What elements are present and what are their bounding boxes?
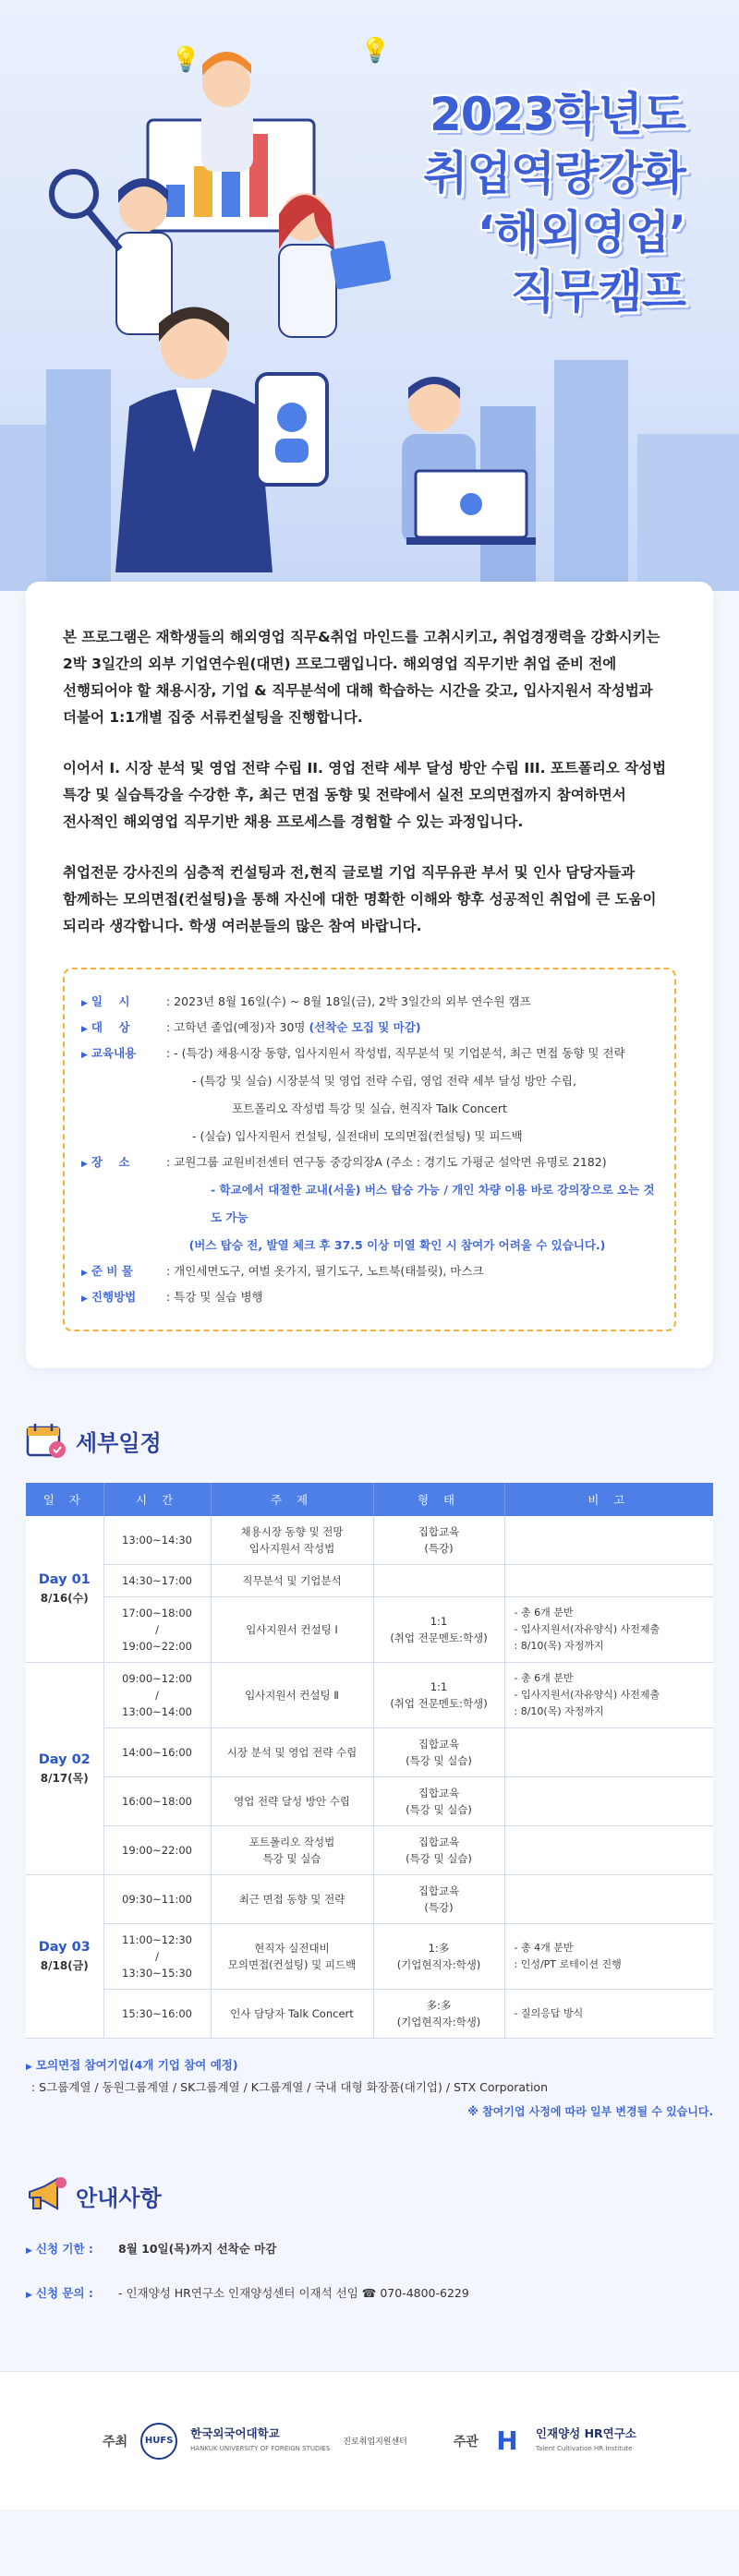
host-name-en: HANKUK UNIVERSITY OF FOREIGN STUDIES [190, 2444, 331, 2452]
note-cell: - 총 4개 분반 : 인성/PT 로테이션 진행 [504, 1924, 713, 1990]
organizer-name-block [536, 2426, 636, 2456]
info-row-target [81, 1016, 658, 1041]
table-row [26, 1663, 713, 1728]
notice-deadline [26, 2238, 713, 2262]
table-header: 시 간 [103, 1483, 211, 1516]
time-cell: 17:00~18:00 / 19:00~22:00 [103, 1597, 211, 1663]
hero-title [423, 85, 685, 321]
notice-label: 신청 문의 : [35, 2286, 93, 2300]
time-cell: 09:00~12:00 / 13:00~14:00 [103, 1663, 211, 1728]
table-row [26, 1875, 713, 1924]
host-group [103, 2423, 407, 2460]
info-value: : 교원그룹 교원비전센터 연구동 중강의장A (주소 : 경기도 가평군 설악면 유명로 2182) [166, 1155, 607, 1169]
info-value: : - (특강) 채용시장 동향, 입사지원서 작성법, 직무분석 및 기업분석, 최근 면접 동향 및 전략 [166, 1046, 625, 1060]
table-row [26, 1777, 713, 1826]
form-cell: 집합교육 (특강 및 실습) [373, 1826, 504, 1875]
note-cell [504, 1728, 713, 1777]
form-cell: 1:多 (기업현직자:학생) [373, 1924, 504, 1990]
note-cell [504, 1516, 713, 1565]
organizer-name-en: Talent Cultivation HR Institute [535, 2444, 633, 2452]
info-label: 준 비 물 [91, 1264, 133, 1278]
topic-cell: 직무분석 및 기업분석 [211, 1565, 373, 1597]
notice-value: - 인재양성 HR연구소 인재양성센터 이재석 선임 ☎ 070-4800-6229 [118, 2286, 469, 2300]
intro-text [63, 624, 676, 940]
topic-cell: 인사 담당자 Talk Concert [211, 1990, 373, 2039]
notice-label: 신청 기한 : [35, 2242, 93, 2256]
intro-paragraph: 본 프로그램은 재학생들의 해외영업 직무&취업 마인드를 고취시키고, 취업경쟁력을 강화시키는 2박 3일간의 외부 기업연수원(대면) 프로그램입니다. 해외영업 직무기반 취업 준비 전에 선행되어야 할 채용시장, 기업 & 직무분석에 대해 학습하는 시간을 갖고, 입사지원서 작성법과 더불어 1:1개별 집중 서류컨설팅을 진행합니다. [63, 629, 660, 726]
table-row [26, 1565, 713, 1597]
schedule-table [26, 1483, 713, 2039]
info-value: : 개인세면도구, 여벌 옷가지, 필기도구, 노트북(태블릿), 마스크 [166, 1264, 484, 1278]
intro-paragraph: 이어서 I. 시장 분석 및 영업 전략 수립 II. 영업 전략 세부 달성 방안 수립 III. 포트폴리오 작성법 특강 및 실습특강을 수강한 후, 최근 면접 동향 및 전략에서 실전 모의면접까지 참여하면서 전사적인 해외영업 직무기반 채용 프로세스를 경험할 수 있는 과정입니다. [63, 760, 667, 830]
bullet-icon: ▶ [26, 2246, 32, 2256]
table-header: 일 자 [26, 1483, 103, 1516]
hr-institute-logo: H [496, 2426, 518, 2456]
info-subline: - (특강 및 실습) 시장분석 및 영업 전략 수립, 영업 전략 세부 달성 방안 수립, [192, 1074, 576, 1088]
host-name-block [190, 2426, 330, 2456]
form-cell: 1:1 (취업 전문멘토:학생) [373, 1597, 504, 1663]
note-cell: - 질의응답 방식 [504, 1990, 713, 2039]
host-label: 주최 [103, 2434, 128, 2450]
notice-inquiry [26, 2282, 713, 2306]
info-value: : 특강 및 실습 병행 [166, 1290, 263, 1304]
form-cell [373, 1565, 504, 1597]
notice-title: 안내사항 [76, 2185, 162, 2211]
note-cell [504, 1826, 713, 1875]
companies-title: 모의면접 참여기업(4개 기업 참여 예정) [35, 2058, 238, 2072]
table-row [26, 1728, 713, 1777]
info-subline: (버스 탑승 전, 발열 체크 후 37.5 이상 미열 확인 시 참여가 어려울 수 있습니다.) [188, 1238, 606, 1252]
companies-block [26, 2055, 713, 2122]
form-cell: 집합교육 (특강 및 실습) [373, 1728, 504, 1777]
info-row-place [81, 1150, 658, 1176]
program-info-box [63, 968, 676, 1331]
info-subline: 포트폴리오 작성법 특강 및 실습, 현직자 Talk Concert [232, 1101, 507, 1115]
bullet-icon: ▶ [81, 999, 88, 1008]
bullet-icon: ▶ [81, 1160, 88, 1169]
table-row [26, 1597, 713, 1663]
form-cell: 집합교육 (특강) [373, 1875, 504, 1924]
intro-paragraph: 취업전문 강사진의 심층적 컨설팅과 전,현직 글로벌 기업 직무유관 부서 및 인사 담당자들과 함께하는 모의면접(컨설팅)을 통해 자신에 대한 명확한 이해와 향후 성공적인 취업에 큰 도움이 되리라 생각합니다. 학생 여러분들의 많은 참여 바랍니다. [63, 864, 657, 934]
table-row [26, 1990, 713, 2039]
bullet-icon: ▶ [81, 1051, 88, 1060]
note-cell: - 총 6개 분반 - 입사지원서(자유양식) 사전제출 : 8/10(목) 자정까지 [504, 1663, 713, 1728]
table-header: 형 태 [373, 1483, 504, 1516]
hero-banner [0, 0, 739, 591]
hero-title-line: 취업역량강화 [423, 147, 685, 200]
note-cell [504, 1777, 713, 1826]
topic-cell: 현직자 실전대비 모의면접(컨설팅) 및 피드백 [211, 1924, 373, 1990]
megaphone-icon [26, 2177, 67, 2214]
bullet-icon: ▶ [81, 1269, 88, 1278]
table-header: 비 고 [504, 1483, 713, 1516]
notice-value: 8월 10일(목)까지 선착순 마감 [118, 2242, 277, 2256]
day-cell [26, 1663, 103, 1875]
topic-cell: 최근 면접 동향 및 전략 [211, 1875, 373, 1924]
table-row [26, 1826, 713, 1875]
day-cell [26, 1875, 103, 2039]
form-cell: 多:多 (기업현직자:학생) [373, 1990, 504, 2039]
time-cell: 14:30~17:00 [103, 1565, 211, 1597]
companies-list: : S그룹계열 / 동원그룹계열 / SK그룹계열 / K그룹계열 / 국내 대형 화장품(대기업) / STX Corporation [31, 2080, 548, 2094]
topic-cell: 영업 전략 달성 방안 수립 [211, 1777, 373, 1826]
day-date: 8/17(목) [40, 1771, 89, 1785]
time-cell: 09:30~11:00 [103, 1875, 211, 1924]
form-cell: 집합교육 (특강 및 실습) [373, 1777, 504, 1826]
form-cell: 1:1 (취업 전문멘토:학생) [373, 1663, 504, 1728]
info-label: 일 시 [91, 994, 130, 1008]
topic-cell: 입사지원서 컨설팅 Ⅱ [211, 1663, 373, 1728]
organizer-name: 인재양성 HR연구소 [535, 2426, 636, 2440]
time-cell: 13:00~14:30 [103, 1516, 211, 1565]
info-value: : 2023년 8월 16일(수) ~ 8월 18일(금), 2박 3일간의 외부 연수원 캠프 [166, 994, 531, 1008]
table-row [26, 1516, 713, 1565]
building-shape [637, 434, 739, 591]
time-cell: 15:30~16:00 [103, 1990, 211, 2039]
schedule-title: 세부일정 [76, 1429, 162, 1456]
time-cell: 16:00~18:00 [103, 1777, 211, 1826]
info-value: : 고학년 졸업(예정)자 30명 [166, 1020, 309, 1034]
form-cell: 집합교육 (특강) [373, 1516, 504, 1565]
day-label: Day 03 [38, 1940, 91, 1955]
info-row-date [81, 990, 658, 1016]
info-row-method [81, 1285, 658, 1311]
organizer-label: 주관 [453, 2434, 479, 2450]
info-label: 대 상 [91, 1020, 130, 1034]
info-subline: - (실습) 입사지원서 컨설팅, 실전대비 모의면접(컨설팅) 및 피드백 [192, 1129, 523, 1143]
hero-title-line: ‘해외영업’ [477, 206, 685, 259]
time-cell: 19:00~22:00 [103, 1826, 211, 1875]
time-cell: 14:00~16:00 [103, 1728, 211, 1777]
topic-cell: 시장 분석 및 영업 전략 수립 [211, 1728, 373, 1777]
organizer-group [454, 2423, 636, 2460]
notice-section [0, 2177, 739, 2306]
companies-note: ※ 참여기업 사정에 따라 일부 변경될 수 있습니다. [467, 2105, 713, 2118]
hero-title-line: 2023학년도 [429, 88, 685, 141]
table-row [26, 1924, 713, 1990]
bullet-icon: ▶ [26, 2063, 32, 2072]
info-label: 장 소 [91, 1155, 130, 1169]
info-row-prep [81, 1259, 658, 1285]
note-cell [504, 1875, 713, 1924]
building-shape [554, 360, 628, 591]
intro-card [26, 582, 713, 1368]
university-logo: HUFS [140, 2423, 177, 2460]
footer [0, 2371, 739, 2510]
bullet-icon: ▶ [81, 1025, 88, 1034]
info-highlight: (선착순 모집 및 마감) [309, 1020, 421, 1034]
note-cell: - 총 6개 분반 - 입사지원서(자유양식) 사전제출 : 8/10(목) 자정까지 [504, 1597, 713, 1663]
bullet-icon: ▶ [81, 1294, 88, 1304]
host-dept: 진로취업지원센터 [343, 2437, 407, 2447]
info-label: 진행방법 [91, 1290, 137, 1304]
day-label: Day 01 [38, 1572, 91, 1587]
topic-cell: 포트폴리오 작성법 특강 및 실습 [211, 1826, 373, 1875]
note-cell [504, 1565, 713, 1597]
topic-cell: 채용시장 동향 및 전망 입사지원서 작성법 [211, 1516, 373, 1565]
lightbulb-icon: 💡 [360, 37, 391, 65]
bullet-icon: ▶ [26, 2291, 32, 2300]
topic-cell: 입사지원서 컨설팅 Ⅰ [211, 1597, 373, 1663]
table-header: 주 제 [211, 1483, 373, 1516]
info-subline: - 학교에서 대절한 교내(서울) 버스 탑승 가능 / 개인 차량 이용 바로 강의장으로 오는 것도 가능 [211, 1183, 655, 1224]
info-label: 교육내용 [91, 1046, 137, 1060]
hero-title-line: 직무캠프 [510, 265, 685, 319]
info-row-content [81, 1041, 658, 1067]
host-name: 한국외국어대학교 [190, 2426, 280, 2440]
day-date: 8/16(수) [40, 1592, 89, 1605]
day-label: Day 02 [38, 1751, 91, 1767]
time-cell: 11:00~12:30 / 13:30~15:30 [103, 1924, 211, 1990]
lightbulb-icon: 💡 [171, 46, 201, 74]
schedule-section [0, 1422, 739, 2122]
day-date: 8/18(금) [40, 1959, 89, 1972]
calendar-icon [26, 1422, 67, 1459]
day-cell [26, 1516, 103, 1663]
